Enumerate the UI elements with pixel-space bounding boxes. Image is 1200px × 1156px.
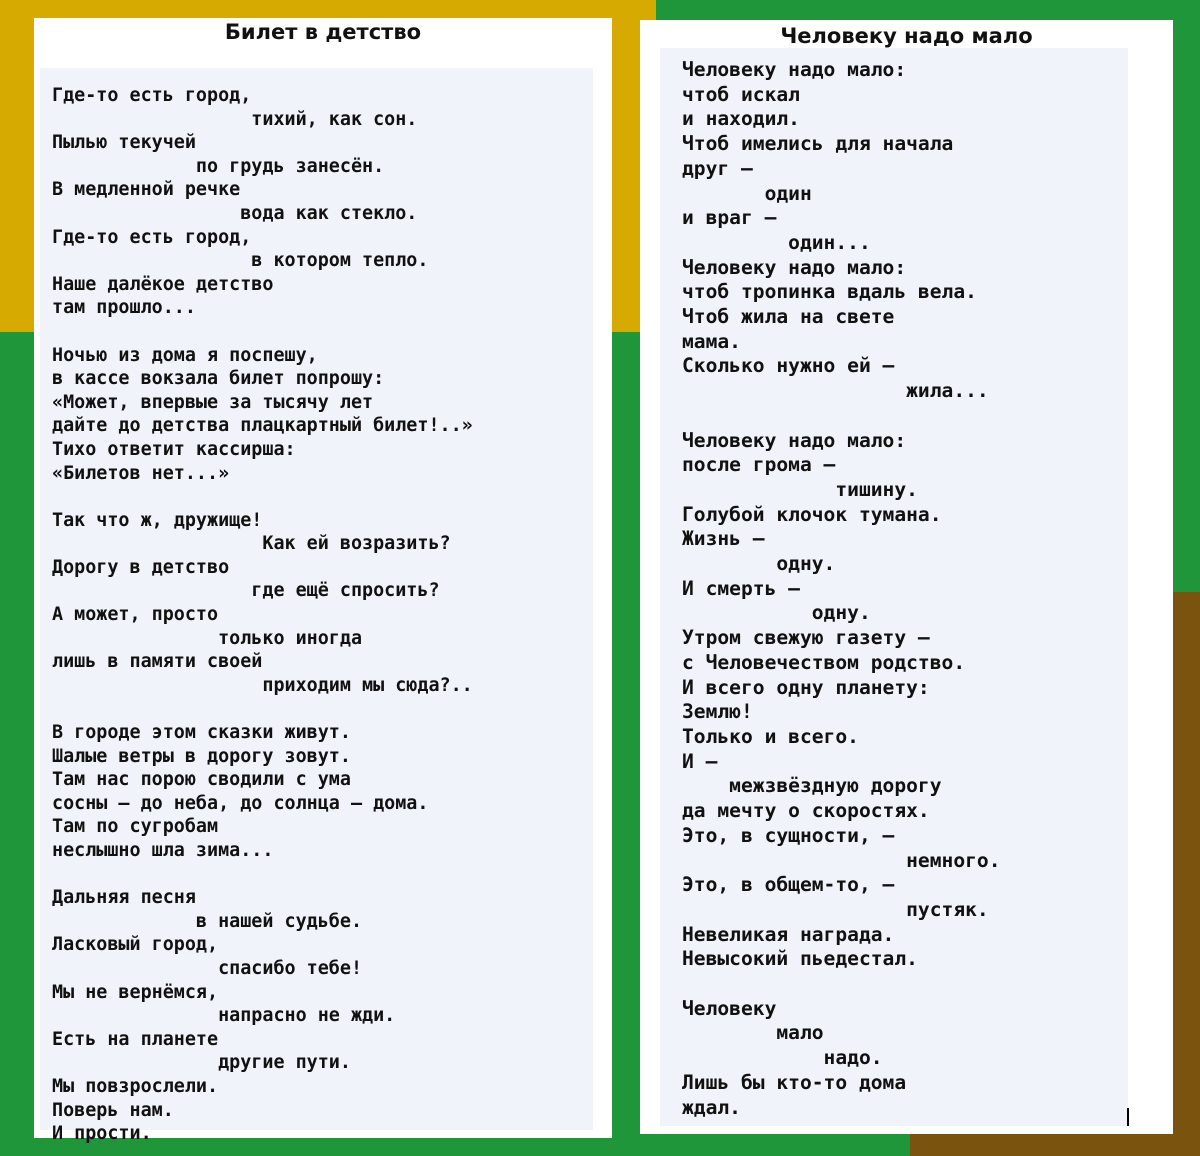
text-cursor — [1127, 1108, 1129, 1126]
left-poem-panel — [34, 18, 612, 1145]
right-poem-panel — [640, 20, 1173, 1134]
right-poem-title: Человеку надо мало — [780, 24, 1033, 48]
left-poem-box — [40, 68, 593, 1145]
right-poem-box — [660, 48, 1128, 1126]
left-poem-title: Билет в детство — [224, 20, 422, 44]
right-poem-text: Человеку надо мало: чтоб искал и находил. Чтоб имелись для начала друг — один и враг — один... Человеку надо мало: чтоб тропинка вдаль вела. Чтоб жила на свете мама. Сколько нужно ей — жила... Человеку надо мало: после грома — тишину. Голубой клочок тумана. Жизнь — одну. И смерть — одну. Утром свежую газету — с Человечеством родство. И всего одну планету: Землю! Только и всего. И — межзвёздную дорогу да мечту о скоростях. Это, в сущности, — немного. Это, в общем-то, — пустяк. Невеликая награда. Невысокий пьедестал. Человеку мало надо. Лишь бы кто-то дома ждал. — [682, 58, 1001, 1119]
left-poem-text: Где-то есть город, тихий, как сон. Пылью текучей по грудь занесён. В медленной речке вода как стекло. Где-то есть город, в котором тепло. Наше далёкое детство там прошло... Ночью из дома я поспешу, в кассе вокзала билет попрошу: «Может, впервые за тысячу лет дайте до детства плацкартный билет!..» Тихо ответит кассирша: «Билетов нет...» Так что ж, дружище! Как ей возразить? Дорогу в детство где ещё спросить? А может, просто только иногда лишь в памяти своей приходим мы сюда?.. В городе этом сказки живут. Шалые ветры в дорогу зовут. Там нас порою сводили с ума сосны — до неба, до солнца — дома. Там по сугробам неслышно шла зима... Дальняя песня в нашей судьбе. Ласковый город, спасибо тебе! Мы не вернёмся, напрасно не жди. Есть на планете другие пути. Мы повзрослели. Поверь нам. И прости. — [52, 85, 473, 1145]
